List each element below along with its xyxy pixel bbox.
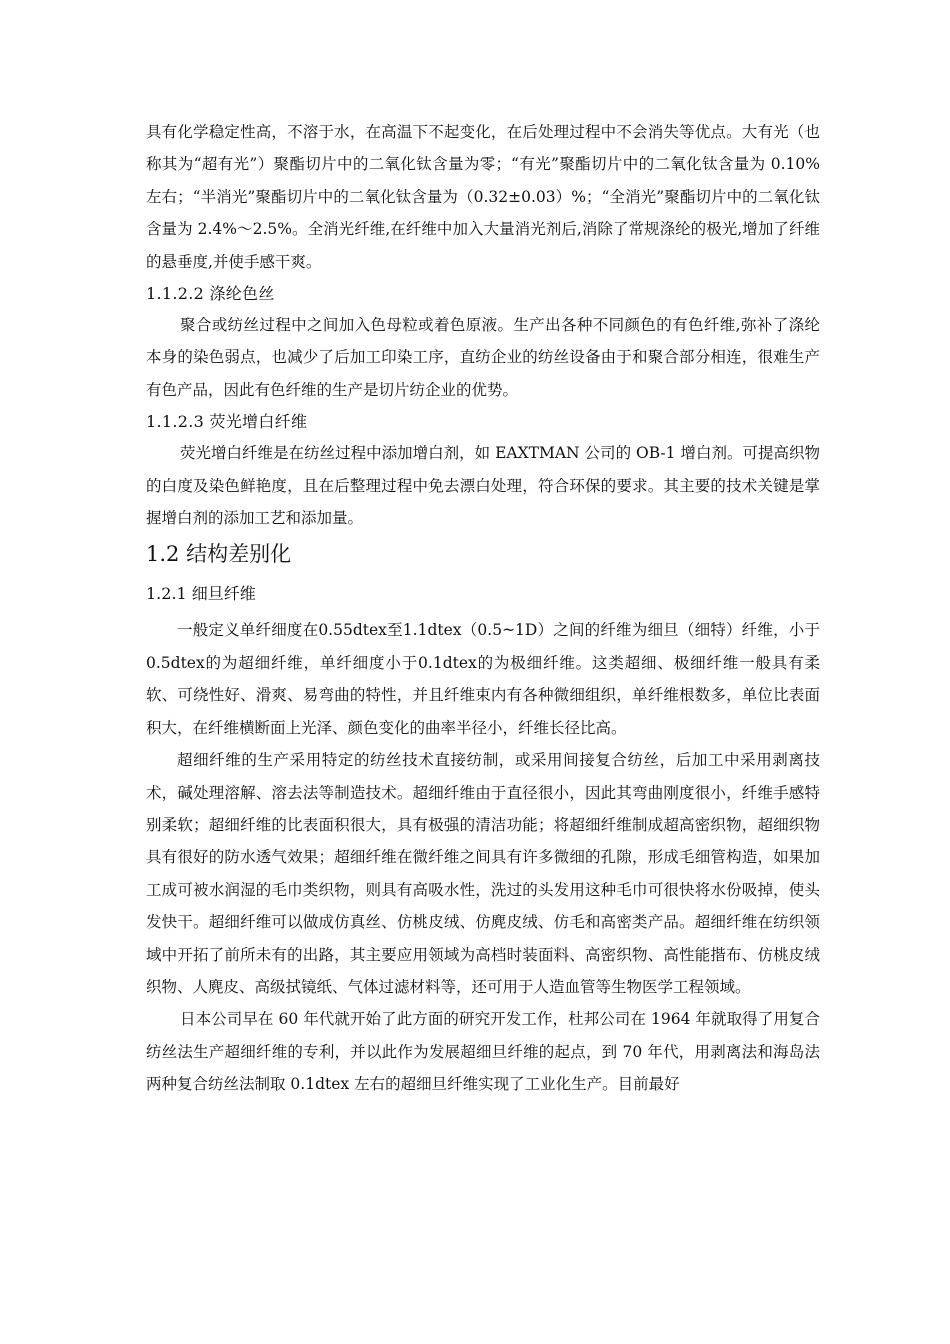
paragraph-fluorescent-fiber: 荧光增白纤维是在纺丝过程中添加增白剂，如 EAXTMAN 公司的 OB-1 增白剂。可提高织物的白度及染色鲜艳度，且在后整理过程中免去漂白处理，符合环保的要求。其主要的技术关键是掌握增白剂的添加工艺和添加量。 — [146, 444, 820, 528]
document-page — [146, 116, 820, 1101]
paragraph-titanium-dioxide: 具有化学稳定性高，不溶于水，在高温下不起变化，在后处理过程中不会消失等优点。大有光（也称其为“超有光”）聚酯切片中的二氧化钛含量为零；“有光”聚酯切片中的二氧化钛含量为 0.10%左右；“半消光”聚酯切片中的二氧化钛含量为（0.32±0.03）%；“全消光”聚酯切片中的二氧化钛含量为 2.4%～2.5%。全消光纤维,在纤维中加入大量消光剂后,消除了常规涤纶的极光,增加了纤维的悬垂度,并使手感干爽。 — [146, 123, 820, 271]
heading-1-2-1: 1.2.1 细旦纤维 — [146, 584, 256, 604]
heading-1-1-2-3: 1.1.2.3 荧光增白纤维 — [146, 412, 308, 432]
paragraph-superfine-production: 超细纤维的生产采用特定的纺丝技术直接纺制，或采用间接复合纺丝，后加工中采用剥离技术，碱处理溶解、溶去法等制造技术。超细纤维由于直径很小，因此其弯曲刚度很小，纤维手感特别柔软；超细纤维的比表面积很大，具有极强的清洁功能；将超细纤维制成超高密织物，超细织物具有很好的防水透气效果；超细纤维在微纤维之间具有许多微细的孔隙，形成毛细管构造，如果加工成可被水润湿的毛巾类织物，则具有高吸水性，洗过的头发用这种毛巾可很快将水份吸掉，使头发快干。超细纤维可以做成仿真丝、仿桃皮绒、仿麂皮绒、仿毛和高密类产品。超细纤维在纺织领域中开拓了前所未有的出路，其主要应用领域为高档时装面料、高密织物、高性能揩布、仿桃皮绒织物、人麂皮、高级拭镜纸、气体过滤材料等，还可用于人造血管等生物医学工程领域。 — [146, 751, 820, 996]
heading-1-1-2-2: 1.1.2.2 涤纶色丝 — [146, 284, 275, 304]
paragraph-fine-denier-definition: 一般定义单纤细度在0.55dtex至1.1dtex（0.5~1D）之间的纤维为细旦（细特）纤维，小于0.5dtex的为超细纤维，单纤细度小于0.1dtex的为极细纤维。这类超细、极细纤维一般具有柔软、可绕性好、滑爽、易弯曲的特性，并且纤维束内有各种微细组织，单纤维根数多，单位比表面积大，在纤维横断面上光泽、颜色变化的曲率半径小，纤维长径比高。 — [146, 621, 820, 737]
heading-1-2: 1.2 结构差别化 — [146, 542, 292, 567]
paragraph-history: 日本公司早在 60 年代就开始了此方面的研究开发工作，杜邦公司在 1964 年就取得了用复合纺丝法生产超细纤维的专利，并以此作为发展超细旦纤维的起点，到 70 年代，用剥离法和海岛法两种复合纺丝法制取 0.1dtex 左右的超细旦纤维实现了工业化生产。目前最好 — [146, 1010, 820, 1094]
paragraph-color-yarn: 聚合或纺丝过程中之间加入色母粒或着色原液。生产出各种不同颜色的有色纤维,弥补了涤纶本身的染色弱点，也减少了后加工印染工序，直纺企业的纺丝设备由于和聚合部分相连，很难生产有色产品，因此有色纤维的生产是切片纺企业的优势。 — [146, 316, 820, 399]
